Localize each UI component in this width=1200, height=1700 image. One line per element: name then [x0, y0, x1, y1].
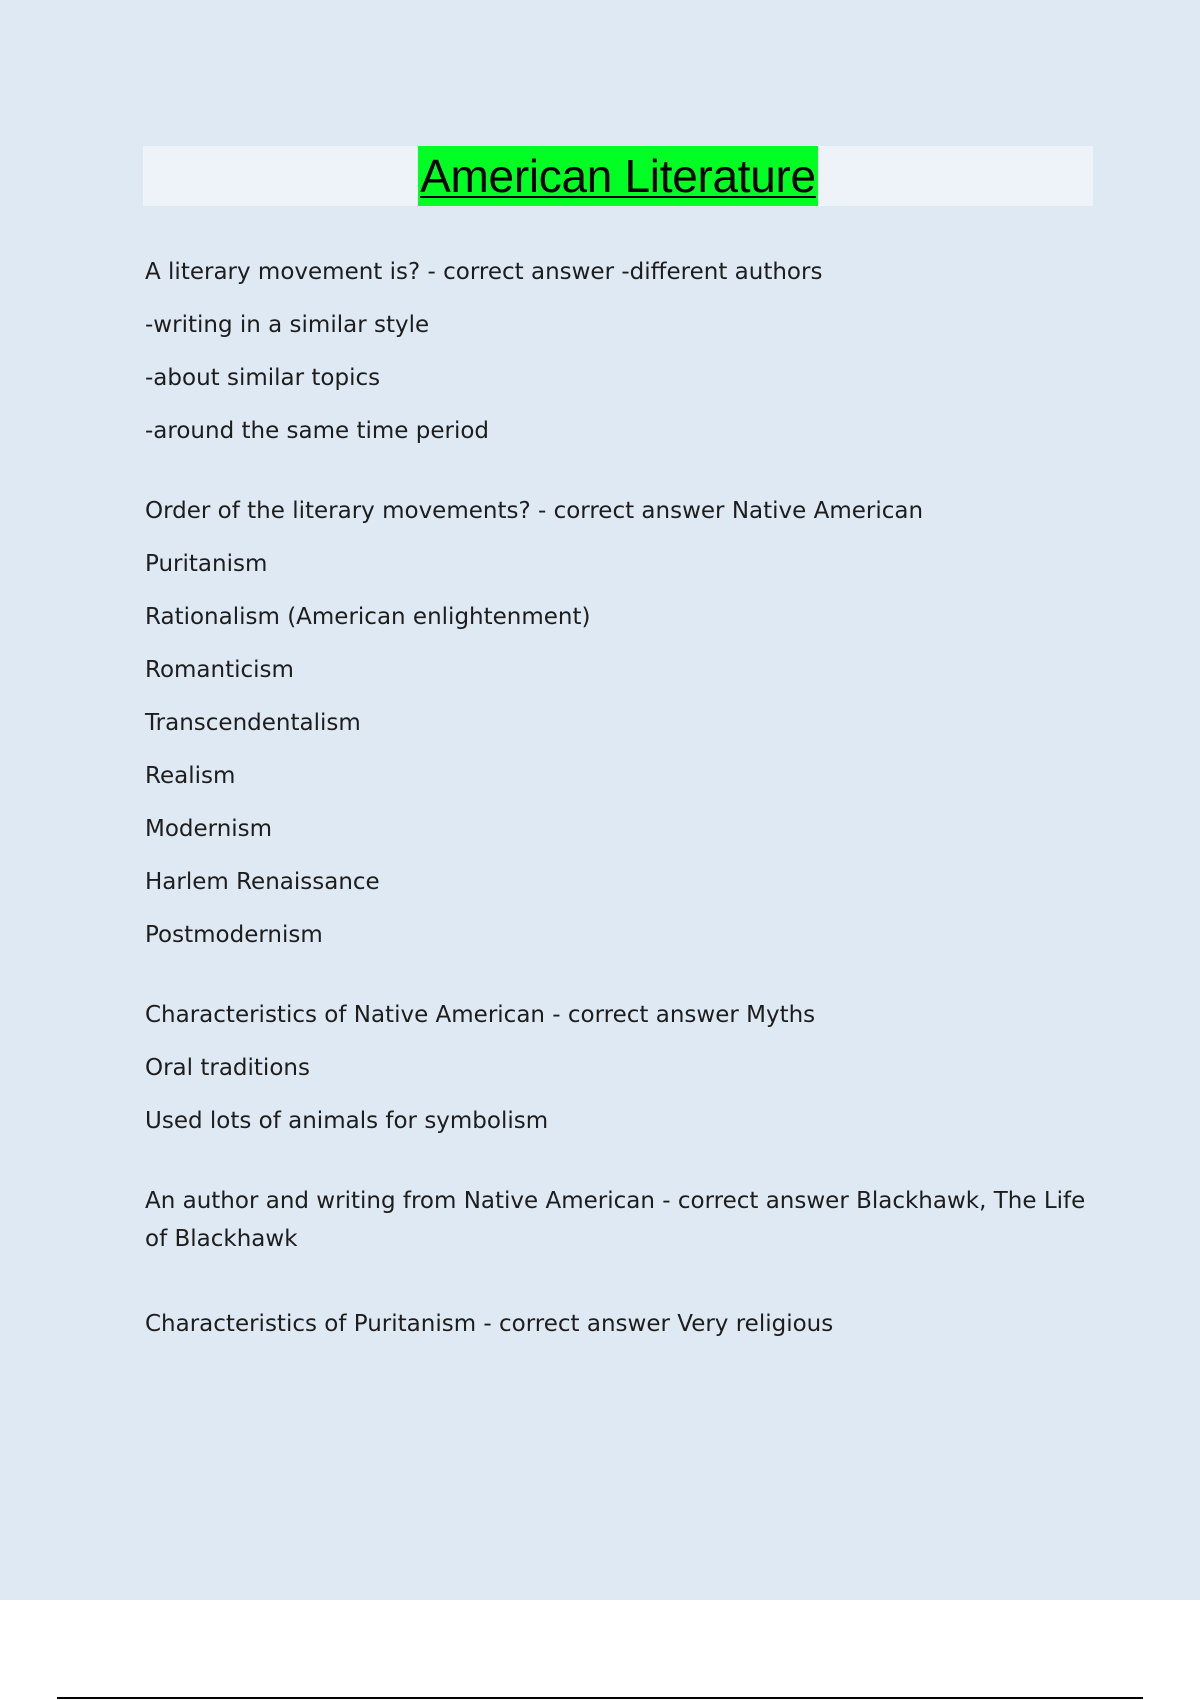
qa-line: Puritanism [145, 551, 268, 577]
qa-line: Characteristics of Native American - correct answer Myths [145, 1002, 816, 1028]
qa-line: Used lots of animals for symbolism [145, 1108, 549, 1134]
qa-line: Order of the literary movements? - correct answer Native American [145, 498, 924, 524]
qa-block-native-american-author [145, 1182, 1090, 1258]
qa-line: Realism [145, 763, 236, 789]
qa-line: -about similar topics [145, 365, 381, 391]
footer-divider [57, 1697, 1143, 1699]
qa-block-native-american-characteristics [145, 1002, 1090, 1135]
qa-line: Rationalism (American enlightenment) [145, 604, 591, 630]
qa-content [145, 259, 1090, 1391]
qa-line: Transcendentalism [145, 710, 361, 736]
qa-line: Harlem Renaissance [145, 869, 380, 895]
qa-block-literary-movement [145, 259, 1090, 445]
qa-line: A literary movement is? - correct answer -different authors [145, 259, 823, 285]
qa-line: Characteristics of Puritanism - correct answer Very religious [145, 1311, 834, 1337]
qa-line: Oral traditions [145, 1055, 310, 1081]
qa-line: Modernism [145, 816, 273, 842]
qa-block-order-of-movements [145, 498, 1090, 949]
qa-line: An author and writing from Native American - correct answer Blackhawk, The Life of Blackhawk [145, 1188, 1086, 1252]
qa-line: -around the same time period [145, 418, 490, 444]
qa-line: Postmodernism [145, 922, 323, 948]
title-band [143, 146, 1093, 206]
qa-line: -writing in a similar style [145, 312, 430, 338]
qa-block-puritanism-characteristics [145, 1311, 1090, 1338]
qa-line: Romanticism [145, 657, 294, 683]
document-title: American Literature [418, 146, 818, 206]
